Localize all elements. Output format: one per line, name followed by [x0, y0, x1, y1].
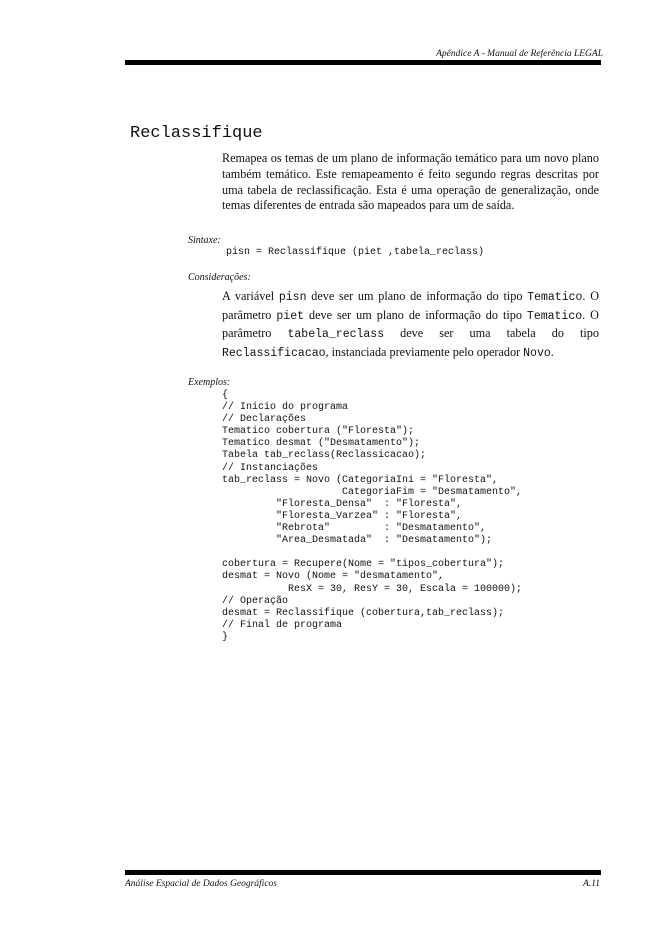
section-title: Reclassifique: [130, 124, 263, 143]
header-text: Apêndice A - Manual de Referência LEGAL: [436, 49, 603, 59]
code-term: Novo: [523, 347, 551, 361]
code-term: Tematico: [526, 309, 583, 323]
syntax-label: Sintaxe:: [188, 235, 221, 246]
footer-rule: [125, 870, 601, 875]
text-run: .: [550, 345, 554, 360]
page-number: A.11: [583, 879, 600, 889]
text-run: , instanciada previamente pelo operador: [325, 345, 524, 360]
text-run: . O parâmetro: [222, 289, 599, 322]
text-run: deve ser um plano de informação do tipo: [304, 307, 527, 322]
code-term: Tematico: [527, 291, 583, 304]
syntax-code: pisn = Reclassifique (piet ,tabela_reclass): [226, 247, 485, 258]
example-code-block: { // Inicio do programa // Declarações Tematico cobertura ("Floresta"); Tematico desmat ("Desmatamento"); Tabela tab_reclass(Reclassicacao); // Instanciações tab_reclass = Novo (CategoriaIni = "Floresta", CategoriaFim = "Desmatamento", "Floresta_Densa" : "Floresta", "Floresta_Varzea" : "Floresta", "Rebrota" : "Desmatamento", "Area_Desmatada" : "Desmatamento"); cobertura = Recupere(Nome = "tipos_cobertura"); desmat = Novo (Nome = "desmatamento", ResX = 30, ResY = 30, Escala = 100000); // Operação desmat = Reclassifique (cobertura,tab_reclass); // Final de programa }: [222, 390, 523, 643]
considerations-label: Considerações:: [188, 272, 251, 283]
code-term: piet: [276, 309, 304, 323]
text-run: A variável: [222, 289, 279, 303]
footer-title: Análise Espacial de Dados Geográficos: [125, 879, 277, 889]
description-paragraph: Remapea os temas de um plano de informação temático para um novo plano também temático. Este remapeamento é feito segundo regras descritas por uma tabela de reclassificação. Esta é uma operação de generalização, onde temas diferentes de entrada são mapeados para um de saída.: [222, 151, 599, 213]
text-run: deve ser um plano de informação do tipo: [306, 289, 528, 303]
code-term: pisn: [278, 291, 307, 304]
code-term: Reclassificacao: [222, 347, 326, 361]
code-term: tabela_reclass: [287, 328, 385, 342]
text-run: deve ser uma tabela do tipo: [384, 326, 599, 341]
considerations-paragraph: [222, 288, 599, 363]
text-run: . O parâmetro: [222, 307, 599, 341]
header-rule: [125, 60, 601, 65]
examples-label: Exemplos:: [188, 377, 231, 388]
